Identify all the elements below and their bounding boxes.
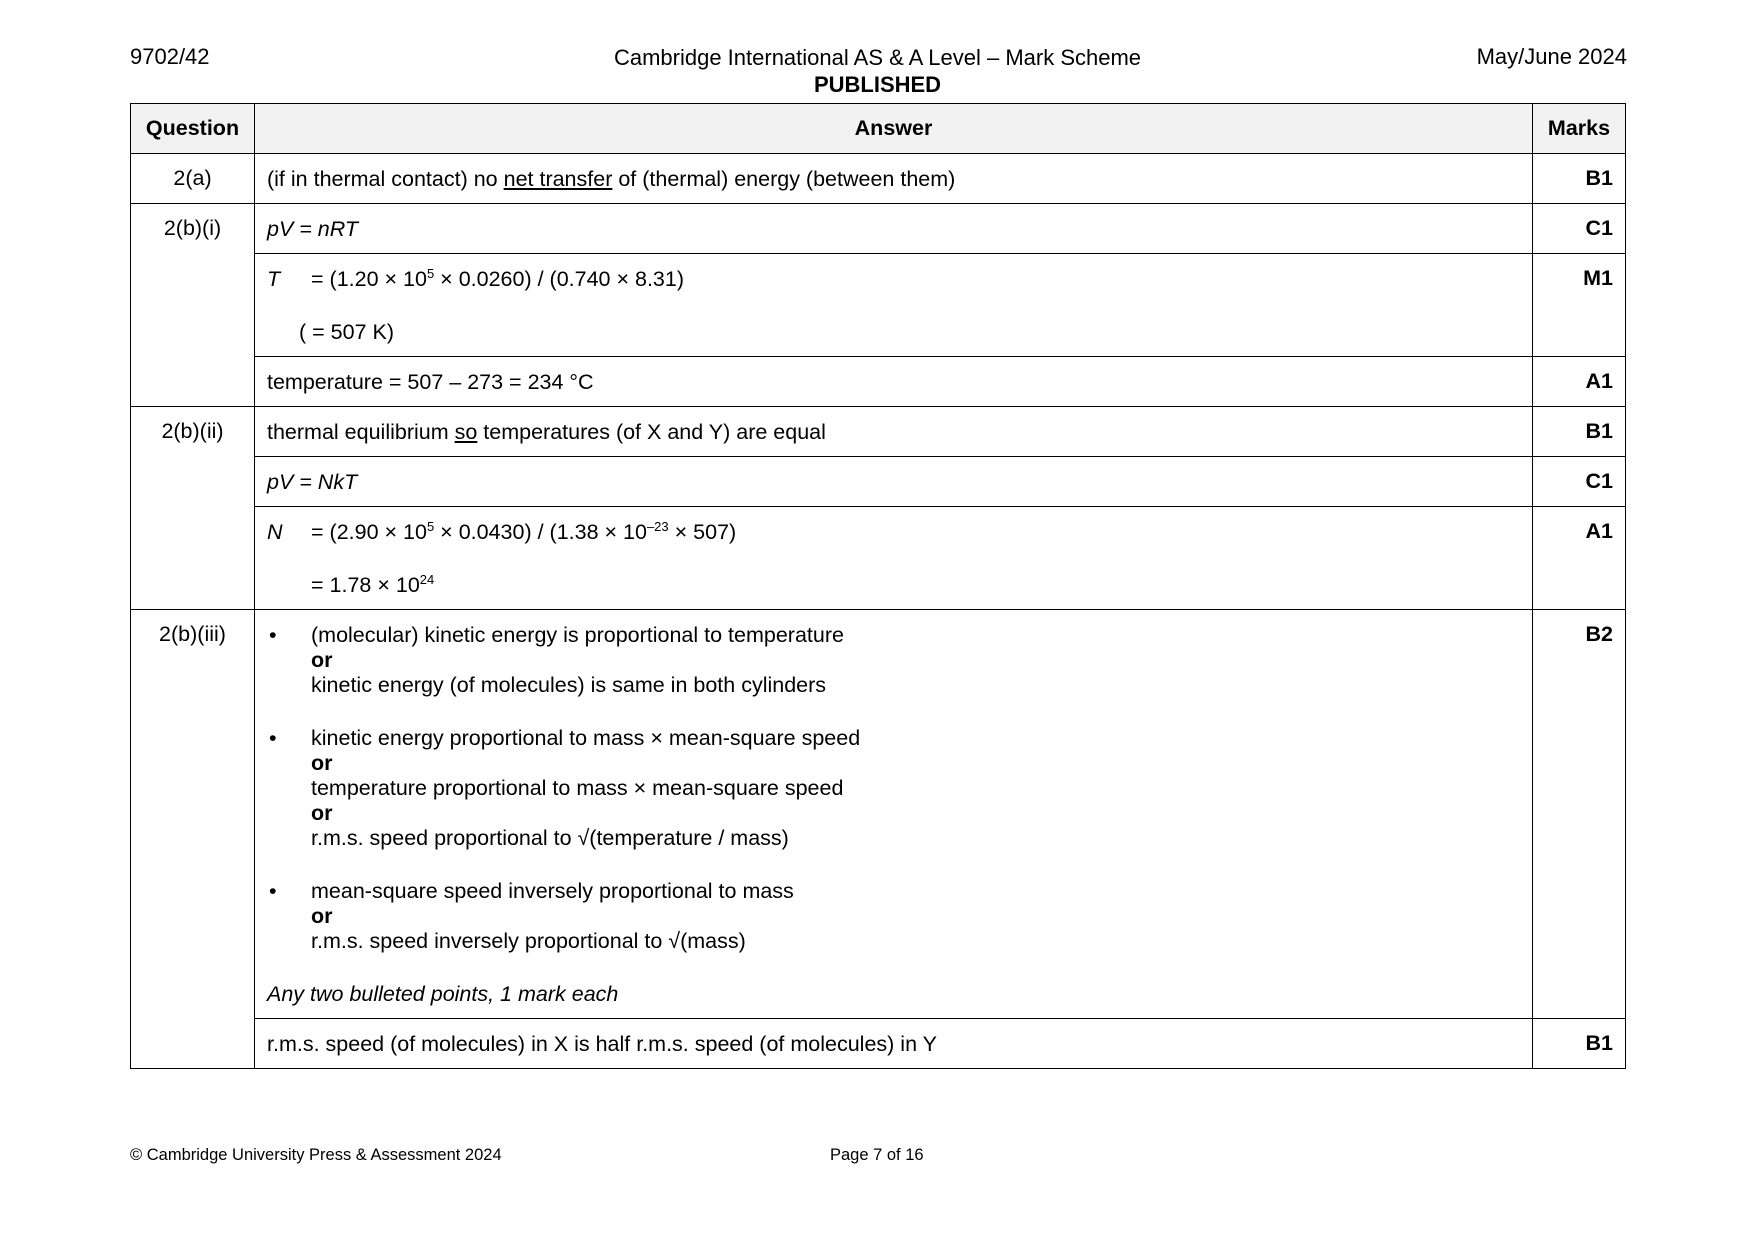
answer-cell — [255, 507, 1533, 610]
mark-cell: B1 — [1533, 407, 1626, 457]
answer-cell — [255, 407, 1533, 457]
exponent: 24 — [419, 572, 435, 587]
variable-label: T — [267, 267, 281, 291]
calculation-result — [267, 572, 1520, 598]
table-row — [131, 154, 1626, 204]
mark-cell: A1 — [1533, 507, 1626, 610]
answer-text: (if in thermal contact) no — [267, 167, 504, 191]
bullet-text: temperature proportional to mass × mean-square speed — [311, 776, 844, 800]
table-row — [131, 254, 1626, 357]
bullet-text: kinetic energy (of molecules) is same in both cylinders — [311, 673, 827, 697]
equation: pV = NkT — [267, 470, 358, 494]
column-header-answer: Answer — [255, 104, 1533, 154]
or-separator: or — [311, 751, 333, 775]
answer-cell — [255, 154, 1533, 204]
answer-text: of (thermal) energy (between them) — [612, 167, 956, 191]
exponent: 5 — [426, 519, 435, 534]
paper-code: 9702/42 — [130, 44, 210, 69]
calculation-line — [267, 266, 1520, 292]
copyright-notice: © Cambridge University Press & Assessment 2024 — [130, 1146, 502, 1164]
answer-text: temperatures (of X and Y) are equal — [477, 420, 826, 444]
exponent: –23 — [646, 519, 669, 534]
answer-cell — [255, 610, 1533, 1019]
published-label: PUBLISHED — [813, 72, 942, 97]
calculation-text: × 0.0260) / (0.740 × 8.31) — [434, 267, 684, 291]
bullet-marker: • — [269, 726, 277, 750]
table-row — [131, 610, 1626, 1019]
table-row — [131, 407, 1626, 457]
bullet-point — [267, 725, 1520, 851]
answer-cell — [255, 254, 1533, 357]
or-separator: or — [311, 904, 333, 928]
calculation-text: = (1.20 × 10 — [311, 267, 427, 291]
underlined-key-phrase: net transfer — [503, 167, 613, 191]
column-header-marks: Marks — [1533, 104, 1626, 154]
bullet-marker: • — [269, 623, 277, 647]
table-header-row — [131, 104, 1626, 154]
calculation-text: × 0.0430) / (1.38 × 10 — [434, 520, 647, 544]
calculation-line — [267, 519, 1520, 545]
mark-cell: B1 — [1533, 154, 1626, 204]
answer-cell: temperature = 507 – 273 = 234 °C — [255, 357, 1533, 407]
table-row — [131, 457, 1626, 507]
table-row — [131, 1019, 1626, 1069]
bullet-point — [267, 878, 1520, 954]
question-number: 2(a) — [131, 154, 255, 204]
table-row — [131, 507, 1626, 610]
table-row — [131, 357, 1626, 407]
answer-cell — [255, 457, 1533, 507]
equation: pV = nRT — [267, 217, 359, 241]
mark-cell: B1 — [1533, 1019, 1626, 1069]
bullet-text: mean-square speed inversely proportional to mass — [311, 879, 794, 903]
calculation-text: = 1.78 × 10 — [311, 573, 420, 597]
mark-cell: A1 — [1533, 357, 1626, 407]
question-number: 2(b)(ii) — [131, 407, 255, 610]
answer-cell — [255, 204, 1533, 254]
document-title: Cambridge International AS & A Level – Mark Scheme — [613, 45, 1142, 70]
bullet-text: r.m.s. speed inversely proportional to √(mass) — [311, 929, 746, 953]
mark-cell: C1 — [1533, 457, 1626, 507]
table-row — [131, 204, 1626, 254]
underlined-key-phrase: so — [454, 420, 478, 444]
marking-note: Any two bulleted points, 1 mark each — [267, 982, 619, 1006]
calculation-text: = (2.90 × 10 — [311, 520, 427, 544]
page-number: Page 7 of 16 — [830, 1146, 924, 1164]
mark-cell: M1 — [1533, 254, 1626, 357]
variable-label: N — [267, 520, 283, 544]
calculation-text: × 507) — [668, 520, 737, 544]
exam-session: May/June 2024 — [1476, 44, 1627, 69]
answer-cell: r.m.s. speed (of molecules) in X is half r.m.s. speed (of molecules) in Y — [255, 1019, 1533, 1069]
column-header-question: Question — [131, 104, 255, 154]
mark-cell: C1 — [1533, 204, 1626, 254]
or-separator: or — [311, 801, 333, 825]
exponent: 5 — [426, 266, 435, 281]
bullet-marker: • — [269, 879, 277, 903]
bullet-point — [267, 622, 1520, 698]
bullet-text: kinetic energy proportional to mass × mean-square speed — [311, 726, 861, 750]
or-separator: or — [311, 648, 333, 672]
mark-scheme-table — [130, 103, 1626, 1069]
calculation-result: ( = 507 K) — [299, 320, 395, 344]
answer-text: thermal equilibrium — [267, 420, 455, 444]
bullet-text: (molecular) kinetic energy is proportional to temperature — [311, 623, 844, 647]
mark-cell: B2 — [1533, 610, 1626, 1019]
question-number: 2(b)(i) — [131, 204, 255, 407]
bullet-text: r.m.s. speed proportional to √(temperature / mass) — [311, 826, 789, 850]
question-number: 2(b)(iii) — [131, 610, 255, 1069]
